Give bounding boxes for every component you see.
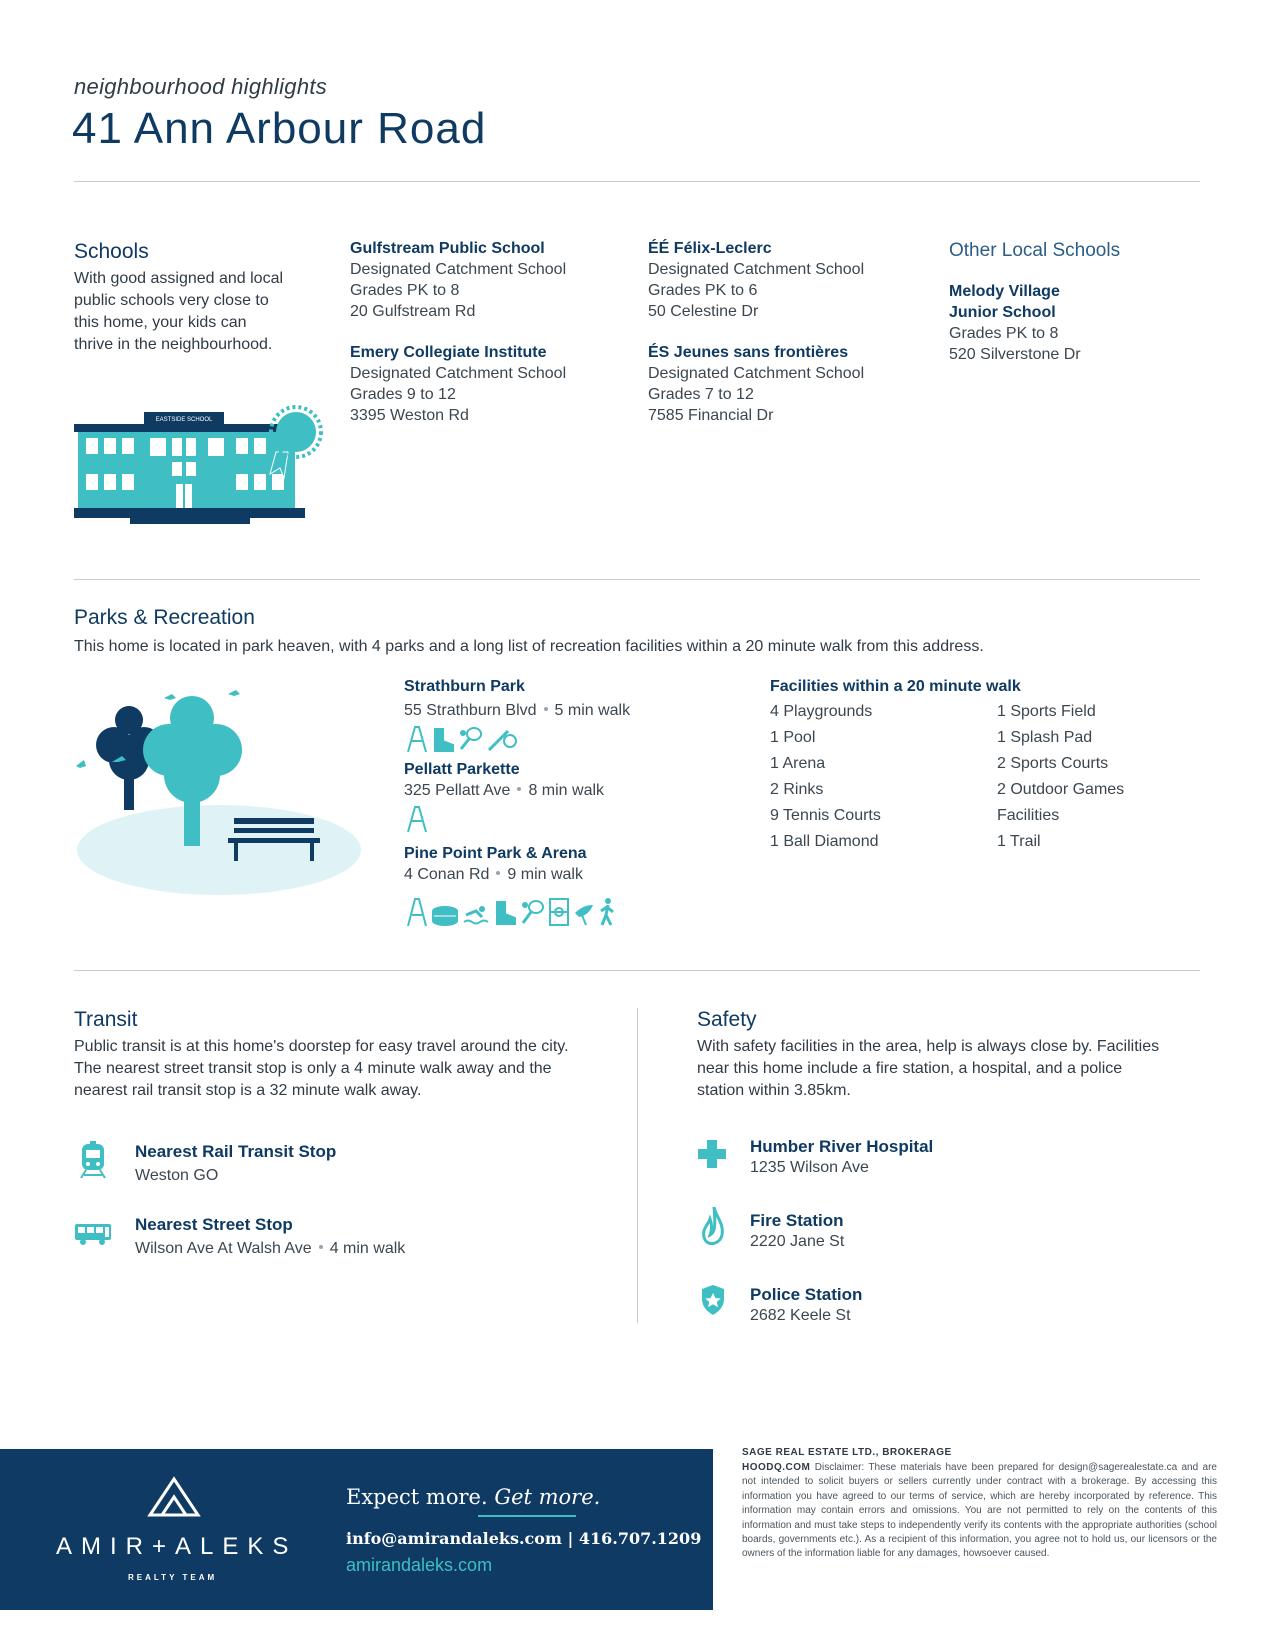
other-schools-heading: Other Local Schools <box>949 240 1121 261</box>
street-stop-walk: 4 min walk <box>329 1240 406 1257</box>
brand-logo-icon <box>146 1475 202 1519</box>
park-address: 4 Conan Rd <box>404 866 490 883</box>
website-link[interactable]: amirandaleks.com <box>346 1555 493 1575</box>
bus-icon <box>74 1222 112 1246</box>
hospital-cross-icon <box>697 1139 727 1169</box>
facility-item: 2 Outdoor Games <box>997 781 1125 798</box>
school-address: 20 Gulfstream Rd <box>350 303 476 320</box>
divider <box>74 579 1200 580</box>
school-type: Designated Catchment School <box>648 365 865 382</box>
school-name: Gulfstream Public School <box>350 240 545 257</box>
safety-item-address: 2220 Jane St <box>750 1233 845 1250</box>
schools-intro: With good assigned and local public schools very close to this home, your kids can thrive in the neighbourhood. <box>74 270 284 353</box>
park-walk: 9 min walk <box>507 866 583 883</box>
tagline-emphasis: Get more. <box>494 1485 601 1509</box>
school-grades: Grades PK to 8 <box>350 282 460 299</box>
brokerage-name: SAGE REAL ESTATE LTD., BROKERAGE <box>742 1447 952 1458</box>
sports-field-icon <box>548 897 570 927</box>
page-title: 41 Ann Arbour Road <box>72 104 487 153</box>
facility-item: 1 Sports Field <box>997 703 1096 720</box>
school-address: 50 Celestine Dr <box>648 303 759 320</box>
park-walk: 8 min walk <box>528 782 605 799</box>
school-grades: Grades 9 to 12 <box>350 386 456 403</box>
transit-heading: Transit <box>74 1008 138 1031</box>
footer-banner <box>0 1449 713 1610</box>
facility-item: 2 Rinks <box>770 781 824 798</box>
facility-item: 1 Arena <box>770 755 826 772</box>
train-icon <box>78 1140 108 1180</box>
street-stop <box>135 1214 405 1259</box>
tagline <box>346 1485 600 1509</box>
facilities-heading: Facilities within a 20 minute walk <box>770 678 1021 695</box>
school-building-icon <box>74 400 324 525</box>
divider <box>74 970 1200 971</box>
school-name: ÉS Jeunes sans frontières <box>648 344 849 361</box>
skate-icon <box>430 725 456 753</box>
ball-diamond-icon <box>486 725 518 753</box>
police-shield-icon <box>700 1284 726 1316</box>
safety-item-address: 1235 Wilson Ave <box>750 1159 869 1176</box>
disclaimer-lead: HOODQ.COM <box>742 1462 811 1473</box>
school-sign-text: EASTSIDE SCHOOL <box>155 417 213 423</box>
rail-stop-title: Nearest Rail Transit Stop <box>135 1142 337 1161</box>
school-name-line1: Melody Village <box>949 283 1060 300</box>
street-stop-value: Wilson Ave At Walsh Ave <box>135 1240 312 1257</box>
schools-heading: Schools <box>74 240 149 263</box>
park-icons <box>404 725 630 753</box>
safety-item-police <box>750 1284 862 1326</box>
school-column-2 <box>648 238 864 426</box>
facility-item: 2 Sports Courts <box>997 755 1109 772</box>
tennis-icon <box>458 725 484 753</box>
school-grades: Grades PK to 6 <box>648 282 758 299</box>
parks-intro: This home is located in park heaven, with 4 parks and a long list of recreation facilities within a 20 minute walk from this address. <box>74 638 984 655</box>
fire-icon <box>700 1205 726 1249</box>
safety-intro: With safety facilities in the area, help is always close by. Facilities near this home include a fire station, a hospital, and a police station within 3.85km. <box>697 1038 1160 1099</box>
playground-icon <box>404 805 428 833</box>
park-item <box>404 759 630 833</box>
disclaimer-text <box>742 1461 1217 1562</box>
park-illustration-icon <box>74 690 364 900</box>
transit-intro: Public transit is at this home's doorstep for easy travel around the city. The nearest street transit stop is only a 4 minute walk away and the nearest rail transit stop is a 32 minute walk away. <box>74 1038 569 1099</box>
park-item <box>404 676 630 753</box>
school-type: Designated Catchment School <box>648 261 865 278</box>
school-name: ÉÉ Félix-Leclerc <box>648 240 772 257</box>
facility-item: 1 Pool <box>770 729 816 746</box>
school-grades: Grades 7 to 12 <box>648 386 754 403</box>
safety-item-address: 2682 Keele St <box>750 1307 851 1324</box>
park-list <box>404 676 630 927</box>
arena-icon <box>430 897 460 927</box>
facility-item: 1 Splash Pad <box>997 729 1093 746</box>
school-type: Designated Catchment School <box>350 365 567 382</box>
bullet-dot <box>517 787 521 791</box>
facility-item: Facilities <box>997 807 1060 824</box>
rail-stop <box>135 1141 336 1186</box>
park-name: Pellatt Parkette <box>404 761 520 778</box>
other-schools <box>949 240 1120 365</box>
rail-stop-value: Weston GO <box>135 1167 219 1184</box>
tennis-icon <box>520 897 546 927</box>
school-type: Designated Catchment School <box>350 261 567 278</box>
parks-heading: Parks & Recreation <box>74 606 255 629</box>
park-address: 55 Strathburn Blvd <box>404 702 537 719</box>
facility-item: 1 Ball Diamond <box>770 833 879 850</box>
playground-icon <box>404 725 428 753</box>
disclaimer-body: Disclaimer: These materials have been prepared for design@sagerealestate.ca and are not intended to solicit buyers or sellers currently under contract with a brokerage. By accessing this information you have agreed to our terms of service, which are hereby incorporated by reference. This information may contain errors and omissions. You are not permitted to rely on the contents of this information and must take steps to independently verify its contents with the appropriate authorities (school boards, governments etc.). As a recipient of this information, you agree not to hold us, our licensors or the owners of the information liable for any damages, howsoever caused. <box>742 1462 1217 1560</box>
trail-icon <box>598 897 616 927</box>
brand-name: AMIR+ALEKS <box>56 1533 298 1560</box>
facilities-column-1 <box>770 699 881 855</box>
park-walk: 5 min walk <box>554 702 631 719</box>
brand-subtitle: REALTY TEAM <box>128 1573 218 1582</box>
facilities-column-2 <box>997 699 1124 855</box>
bullet-dot <box>544 707 548 711</box>
park-name: Pine Point Park & Arena <box>404 845 587 862</box>
street-stop-title: Nearest Street Stop <box>135 1215 293 1234</box>
school-column-1 <box>350 238 566 426</box>
page-kicker: neighbourhood highlights <box>74 74 328 99</box>
park-icons <box>404 805 630 833</box>
school-grades: Grades PK to 8 <box>949 325 1059 342</box>
safety-item-title: Fire Station <box>750 1211 844 1230</box>
facility-item: 4 Playgrounds <box>770 703 873 720</box>
park-address: 325 Pellatt Ave <box>404 782 511 799</box>
school-address: 7585 Financial Dr <box>648 407 774 424</box>
column-divider <box>637 1008 638 1323</box>
outdoor-games-icon <box>572 897 596 927</box>
park-icons <box>404 897 630 927</box>
safety-item-fire <box>750 1210 844 1252</box>
safety-item-title: Police Station <box>750 1285 863 1304</box>
school-address: 3395 Weston Rd <box>350 407 469 424</box>
safety-item-hospital <box>750 1136 933 1178</box>
skate-icon <box>492 897 518 927</box>
park-name: Strathburn Park <box>404 678 525 695</box>
swim-icon <box>462 897 490 927</box>
school-name-line2: Junior School <box>949 304 1056 321</box>
park-item <box>404 843 630 927</box>
tagline-plain: Expect more. <box>346 1485 488 1509</box>
safety-item-title: Humber River Hospital <box>750 1137 934 1156</box>
tagline-underline <box>478 1515 576 1517</box>
divider <box>74 181 1200 182</box>
school-name: Emery Collegiate Institute <box>350 344 547 361</box>
safety-heading: Safety <box>697 1008 757 1031</box>
playground-icon <box>404 897 428 927</box>
contact-info[interactable]: info@amirandaleks.com | 416.707.1209 <box>346 1529 702 1548</box>
bullet-dot <box>496 871 500 875</box>
facility-item: 1 Trail <box>997 833 1041 850</box>
facility-item: 9 Tennis Courts <box>770 807 881 824</box>
school-address: 520 Silverstone Dr <box>949 346 1081 363</box>
bullet-dot <box>319 1245 323 1249</box>
